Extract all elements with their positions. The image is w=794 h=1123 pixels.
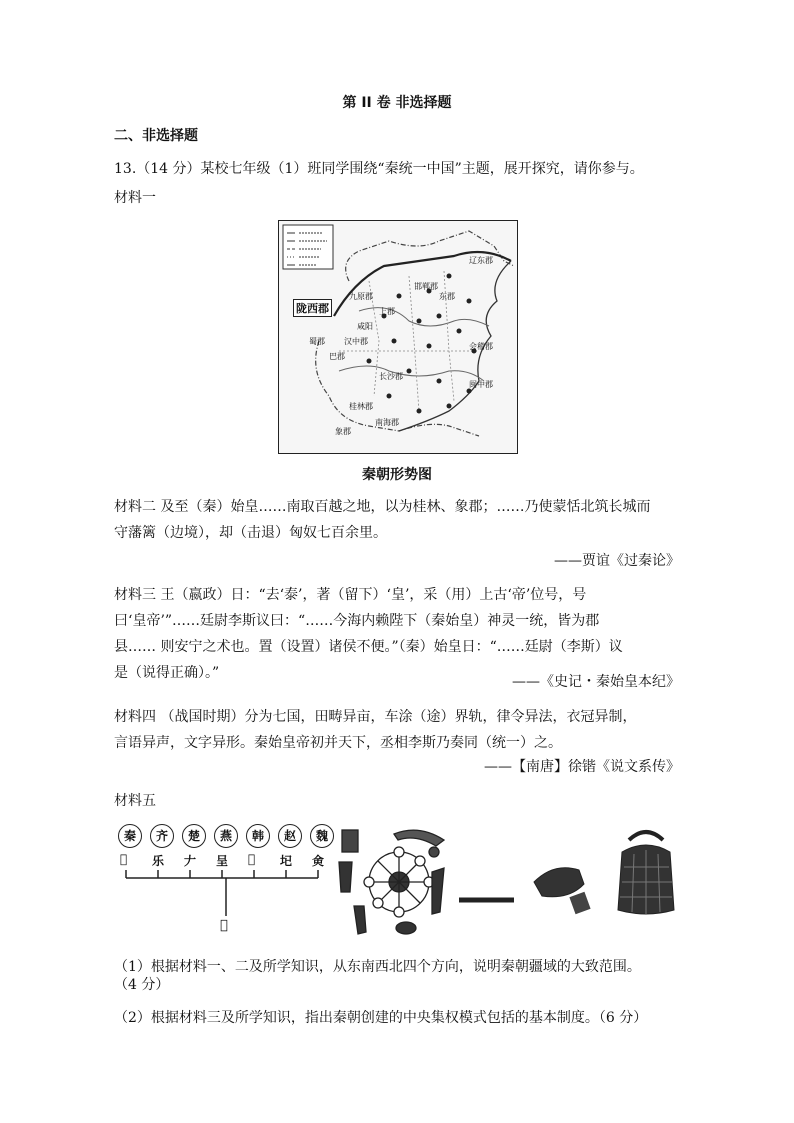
ancient-glyph-chu: 𠂇 — [184, 854, 197, 868]
map-label-guilin: 桂林郡 — [349, 402, 373, 411]
state-seal-han: 韩 — [246, 824, 270, 848]
ancient-glyph-wei: 㑒 — [312, 854, 325, 868]
map-label-nanhai: 南海郡 — [375, 418, 399, 427]
map-label-liaodong: 辽东郡 — [469, 256, 493, 265]
question-intro: 13.（14 分）某校七年级（1）班同学围绕“秦统一中国”主题，展开探究，请你参与。 — [114, 161, 644, 177]
map-label-xiang: 象郡 — [335, 427, 351, 436]
material-3-source: ——《史记・秦始皇本纪》 — [512, 674, 680, 690]
qin-dynasty-map — [278, 220, 518, 454]
ancient-glyph-zhao: 𡉏 — [280, 854, 293, 868]
map-label-ba: 巴郡 — [329, 352, 345, 361]
material-5-illustration — [114, 822, 684, 944]
material-2-line-1: 材料二 及至（秦）始皇……南取百越之地，以为桂林、象郡；……乃使蒙恬北筑长城而 — [114, 499, 651, 515]
unified-glyph-qin: 𥝰 — [220, 918, 228, 933]
material-5-label: 材料五 — [114, 793, 156, 809]
question-1-line-2: （4 分） — [114, 977, 170, 993]
map-label-hanzhong: 汉中郡 — [344, 337, 368, 346]
map-label-changsha: 长沙郡 — [379, 372, 403, 381]
material-2-line-2: 守藩篱（边境），却（击退）匈奴七百余里。 — [114, 525, 387, 541]
map-label-handan: 邯郸郡 — [414, 282, 438, 291]
state-seal-qi: 齐 — [150, 824, 174, 848]
state-seal-yan: 燕 — [214, 824, 238, 848]
map-label-xianyang: 咸阳 — [357, 322, 373, 331]
state-seal-chu: 楚 — [182, 824, 206, 848]
map-caption: 秦朝形势图 — [362, 467, 432, 483]
map-label-jiuyuan: 九原郡 — [349, 292, 373, 301]
material-4-line-1: 材料四 （战国时期）分为七国，田畴异亩，车涂（途）界轨，律令异法，衣冠异制， — [114, 709, 637, 725]
material-4-source: ——【南唐】徐锴《说文系传》 — [484, 759, 680, 775]
material-3-line-3: 县…… 则安宁之术也。置（设置）诸侯不便。”（秦）始皇日：“……廷尉（李斯）议 — [114, 639, 623, 655]
question-1-line-1: （1）根据材料一、二及所学知识，从东南西北四个方向，说明秦朝疆域的大致范围。 — [114, 959, 641, 975]
material-5-drawing — [114, 822, 684, 944]
map-label-dong: 东郡 — [439, 292, 455, 301]
ancient-glyph-yan: 呈 — [216, 854, 229, 868]
state-seal-wei: 魏 — [310, 824, 334, 848]
map-label-kuaiji: 会稽郡 — [469, 342, 493, 351]
state-seal-zhao: 赵 — [278, 824, 302, 848]
section-heading: 二、非选择题 — [114, 128, 198, 144]
material-3-line-1: 材料三 王（嬴政）日：“去‘泰’，著（留下）‘皇’，采（用）上古‘帝’位号，号 — [114, 587, 587, 603]
map-label-longxi: 陇西郡 — [293, 299, 332, 317]
state-seal-qin: 秦 — [118, 824, 142, 848]
map-label-shang: 上郡 — [379, 307, 395, 316]
ancient-glyph-qin: 𥝰 — [120, 852, 128, 866]
material-1-label: 材料一 — [114, 190, 156, 206]
map-label-shu: 蜀郡 — [309, 337, 325, 346]
section-title: 第 II 卷 非选择题 — [342, 95, 452, 111]
ancient-glyph-qi: 乐 — [152, 854, 165, 868]
map-label-minzhong: 闽中郡 — [469, 380, 493, 389]
material-4-line-2: 言语异声，文字异形。秦始皇帝初并天下，丞相李斯乃奏同（统一）之。 — [114, 735, 562, 751]
material-3-line-4: 是（说得正确）。” — [114, 665, 220, 681]
material-3-line-2: 曰‘皇帝’”……廷尉李斯议曰：“……今海内赖陛下（秦始皇）神灵一统，皆为郡 — [114, 613, 600, 629]
ancient-glyph-han: 𠱽 — [248, 852, 256, 866]
question-2-line-1: （2）根据材料三及所学知识，指出秦朝创建的中央集权模式包括的基本制度。（6 分） — [114, 1010, 648, 1026]
material-2-source: ——贾谊《过秦论》 — [554, 553, 680, 569]
